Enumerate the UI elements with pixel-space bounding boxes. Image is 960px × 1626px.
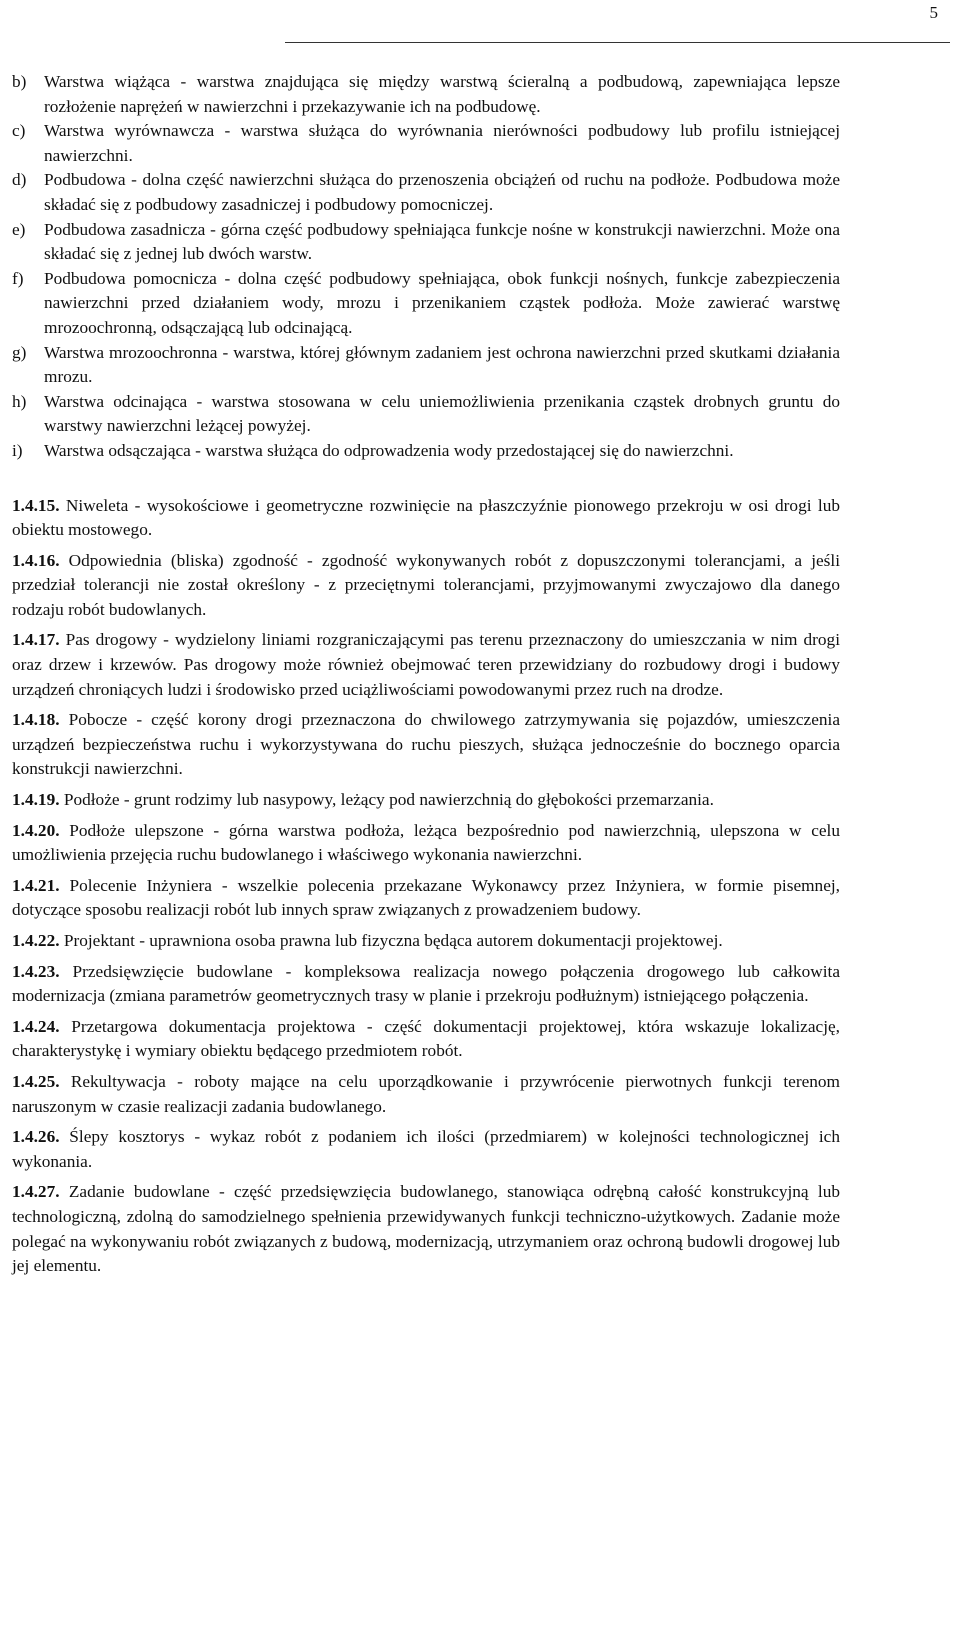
definition-number: 1.4.20. [12,820,60,840]
definition-paragraph [12,1015,840,1064]
list-marker: g) [12,342,27,362]
definition-text: Pas drogowy - wydzielony liniami rozgraniczającymi pas terenu przeznaczony do umieszczania w nim drogi oraz drzew i krzewów. Pas drogowy może również obejmować teren przewidziany do rozbudowy drogi i budowy urządzeń chroniących ludzi i środowisko przed uciążliwościami powodowanymi przez ruch na drodze. [12,630,840,699]
definition-number: 1.4.18. [12,710,60,730]
definition-text: Podłoże - grunt rodzimy lub nasypowy, leżący pod nawierzchnią do głębokości przemarzania. [63,790,714,810]
list-marker: i) [12,440,23,460]
term-definitions [12,494,840,1279]
definition-number: 1.4.22. [12,931,60,950]
document-body [12,70,840,1285]
list-item-text: Podbudowa pomocnicza - dolna część podbudowy spełniająca, obok funkcji nośnych, funkcje zabezpieczenia nawierzchni przed działaniem wody, mrozu i przenikaniem cząstek podłoża. Może zawierać warstwę mrozoochronną, odsączającą lub odcinającą. [44,268,840,337]
definition-text: Zadanie budowlane - część przedsięwzięcia budowlanego, stanowiąca odrębną całość konstrukcyjną lub technologiczną, zdolną do samodzielnego spełnienia przewidywanych funkcji techniczno-użytkowych. Zadanie może polegać na wykonywaniu robót związanych z budową, modernizacją, utrzymaniem oraz ochroną budowli drogowej lub jej elementu. [12,1182,840,1276]
header-rule [285,42,950,43]
list-item-text: Warstwa wiążąca - warstwa znajdująca się między warstwą ścieralną a podbudową, zapewniająca lepsze rozłożenie naprężeń w nawierzchni i przekazywanie ich na podbudowę. [44,72,840,116]
definition-number: 1.4.26. [12,1127,60,1147]
definition-text: Ślepy kosztorys - wykaz robót z podaniem ich ilości (przedmiarem) w kolejności technologicznej ich wykonania. [12,1127,840,1171]
definition-paragraph [12,788,840,813]
definition-paragraph [12,494,840,543]
list-marker: d) [12,170,27,190]
layer-definitions-list [12,70,840,464]
definition-text: Niweleta - wysokościowe i geometryczne rozwinięcie na płaszczyźnie pionowego przekroju w osi drogi lub obiektu mostowego. [12,495,840,540]
definition-text: Przedsięwzięcie budowlane - kompleksowa realizacja nowego połączenia drogowego lub całkowita modernizacja (zmiana parametrów geometrycznych trasy w planie i przekroju podłużnym) istniejącego połączenia. [12,961,840,1006]
definition-text: Pobocze - część korony drogi przeznaczona do chwilowego zatrzymywania się pojazdów, umieszczenia urządzeń bezpieczeństwa ruchu i wykorzystywana do ruchu pieszych, służąca jednocześnie do bocznego oparcia konstrukcji nawierzchni. [12,710,841,779]
definition-paragraph [12,819,840,868]
definition-text: Rekultywacja - roboty mające na celu uporządkowanie i przywrócenie pierwotnych funkcji terenom naruszonym w czasie realizacji zadania budowlanego. [12,1071,840,1116]
definition-paragraph [12,1070,840,1119]
list-item-text: Warstwa wyrównawcza - warstwa służąca do wyrównania nierówności podbudowy lub profilu istniejącej nawierzchni. [44,121,840,165]
definition-paragraph [12,1125,840,1174]
list-item [12,439,840,464]
list-marker: b) [12,72,27,91]
definition-text: Przetargowa dokumentacja projektowa - część dokumentacji projektowej, która wskazuje lokalizację, charakterystykę i wymiary obiektu będącego przedmiotem robót. [12,1016,840,1061]
list-item-text: Podbudowa zasadnicza - górna część podbudowy spełniająca funkcje nośne w konstrukcji nawierzchni. Może ona składać się z jednej lub dwóch warstw. [44,219,840,264]
definition-number: 1.4.15. [12,495,60,515]
definition-text: Polecenie Inżyniera - wszelkie polecenia przekazane Wykonawcy przez Inżyniera, w formie pisemnej, dotyczące sposobu realizacji robót lub innych spraw związanych z prowadzeniem budowy. [12,875,840,920]
list-marker: e) [12,219,26,239]
list-item [12,168,840,217]
definition-paragraph [12,708,840,782]
definition-number: 1.4.27. [12,1182,60,1202]
definition-paragraph [12,929,840,954]
definition-paragraph [12,628,840,702]
list-item-text: Podbudowa - dolna część nawierzchni służąca do przenoszenia obciążeń od ruchu na podłoże. Podbudowa może składać się z podbudowy zasadniczej i podbudowy pomocniczej. [44,170,840,214]
list-item [12,341,840,390]
list-item [12,267,840,341]
definition-number: 1.4.19. [12,790,60,810]
list-item [12,218,840,267]
definition-paragraph [12,874,840,923]
definition-number: 1.4.25. [12,1071,60,1091]
definition-number: 1.4.17. [12,630,60,650]
definition-paragraph [12,549,840,623]
list-marker: h) [12,391,27,411]
list-item [12,70,840,119]
definition-number: 1.4.16. [12,550,60,570]
definition-paragraph [12,960,840,1009]
definition-text: Projektant - uprawniona osoba prawna lub fizyczna będąca autorem dokumentacji projektowej. [63,931,723,950]
definition-text: Odpowiednia (bliska) zgodność - zgodność wykonywanych robót z dopuszczonymi tolerancjami, a jeśli przedział tolerancji nie został określony - z przeciętnymi tolerancjami, przyjmowanymi zwyczajowo dla danego rodzaju robót budowlanych. [12,550,840,619]
list-item-text: Warstwa odcinająca - warstwa stosowana w celu uniemożliwienia przenikania cząstek drobnych gruntu do warstwy nawierzchni leżącej powyżej. [44,391,840,436]
definition-number: 1.4.24. [12,1016,60,1036]
definition-number: 1.4.23. [12,961,60,981]
list-marker: c) [12,121,26,141]
definition-text: Podłoże ulepszone - górna warstwa podłoża, leżąca bezpośrednio pod nawierzchnią, ulepszona w celu umożliwienia przejęcia ruchu budowlanego i właściwego wykonania nawierzchni. [12,820,840,865]
definition-number: 1.4.21. [12,875,60,895]
list-item-text: Warstwa odsączająca - warstwa służąca do odprowadzenia wody przedostającej się do nawierzchni. [44,440,734,460]
list-item [12,390,840,439]
list-item-text: Warstwa mrozoochronna - warstwa, której głównym zadaniem jest ochrona nawierzchni przed skutkami działania mrozu. [44,342,840,387]
page-number: 5 [929,3,938,22]
list-marker: f) [12,268,24,288]
definition-paragraph [12,1180,840,1278]
list-item [12,119,840,168]
